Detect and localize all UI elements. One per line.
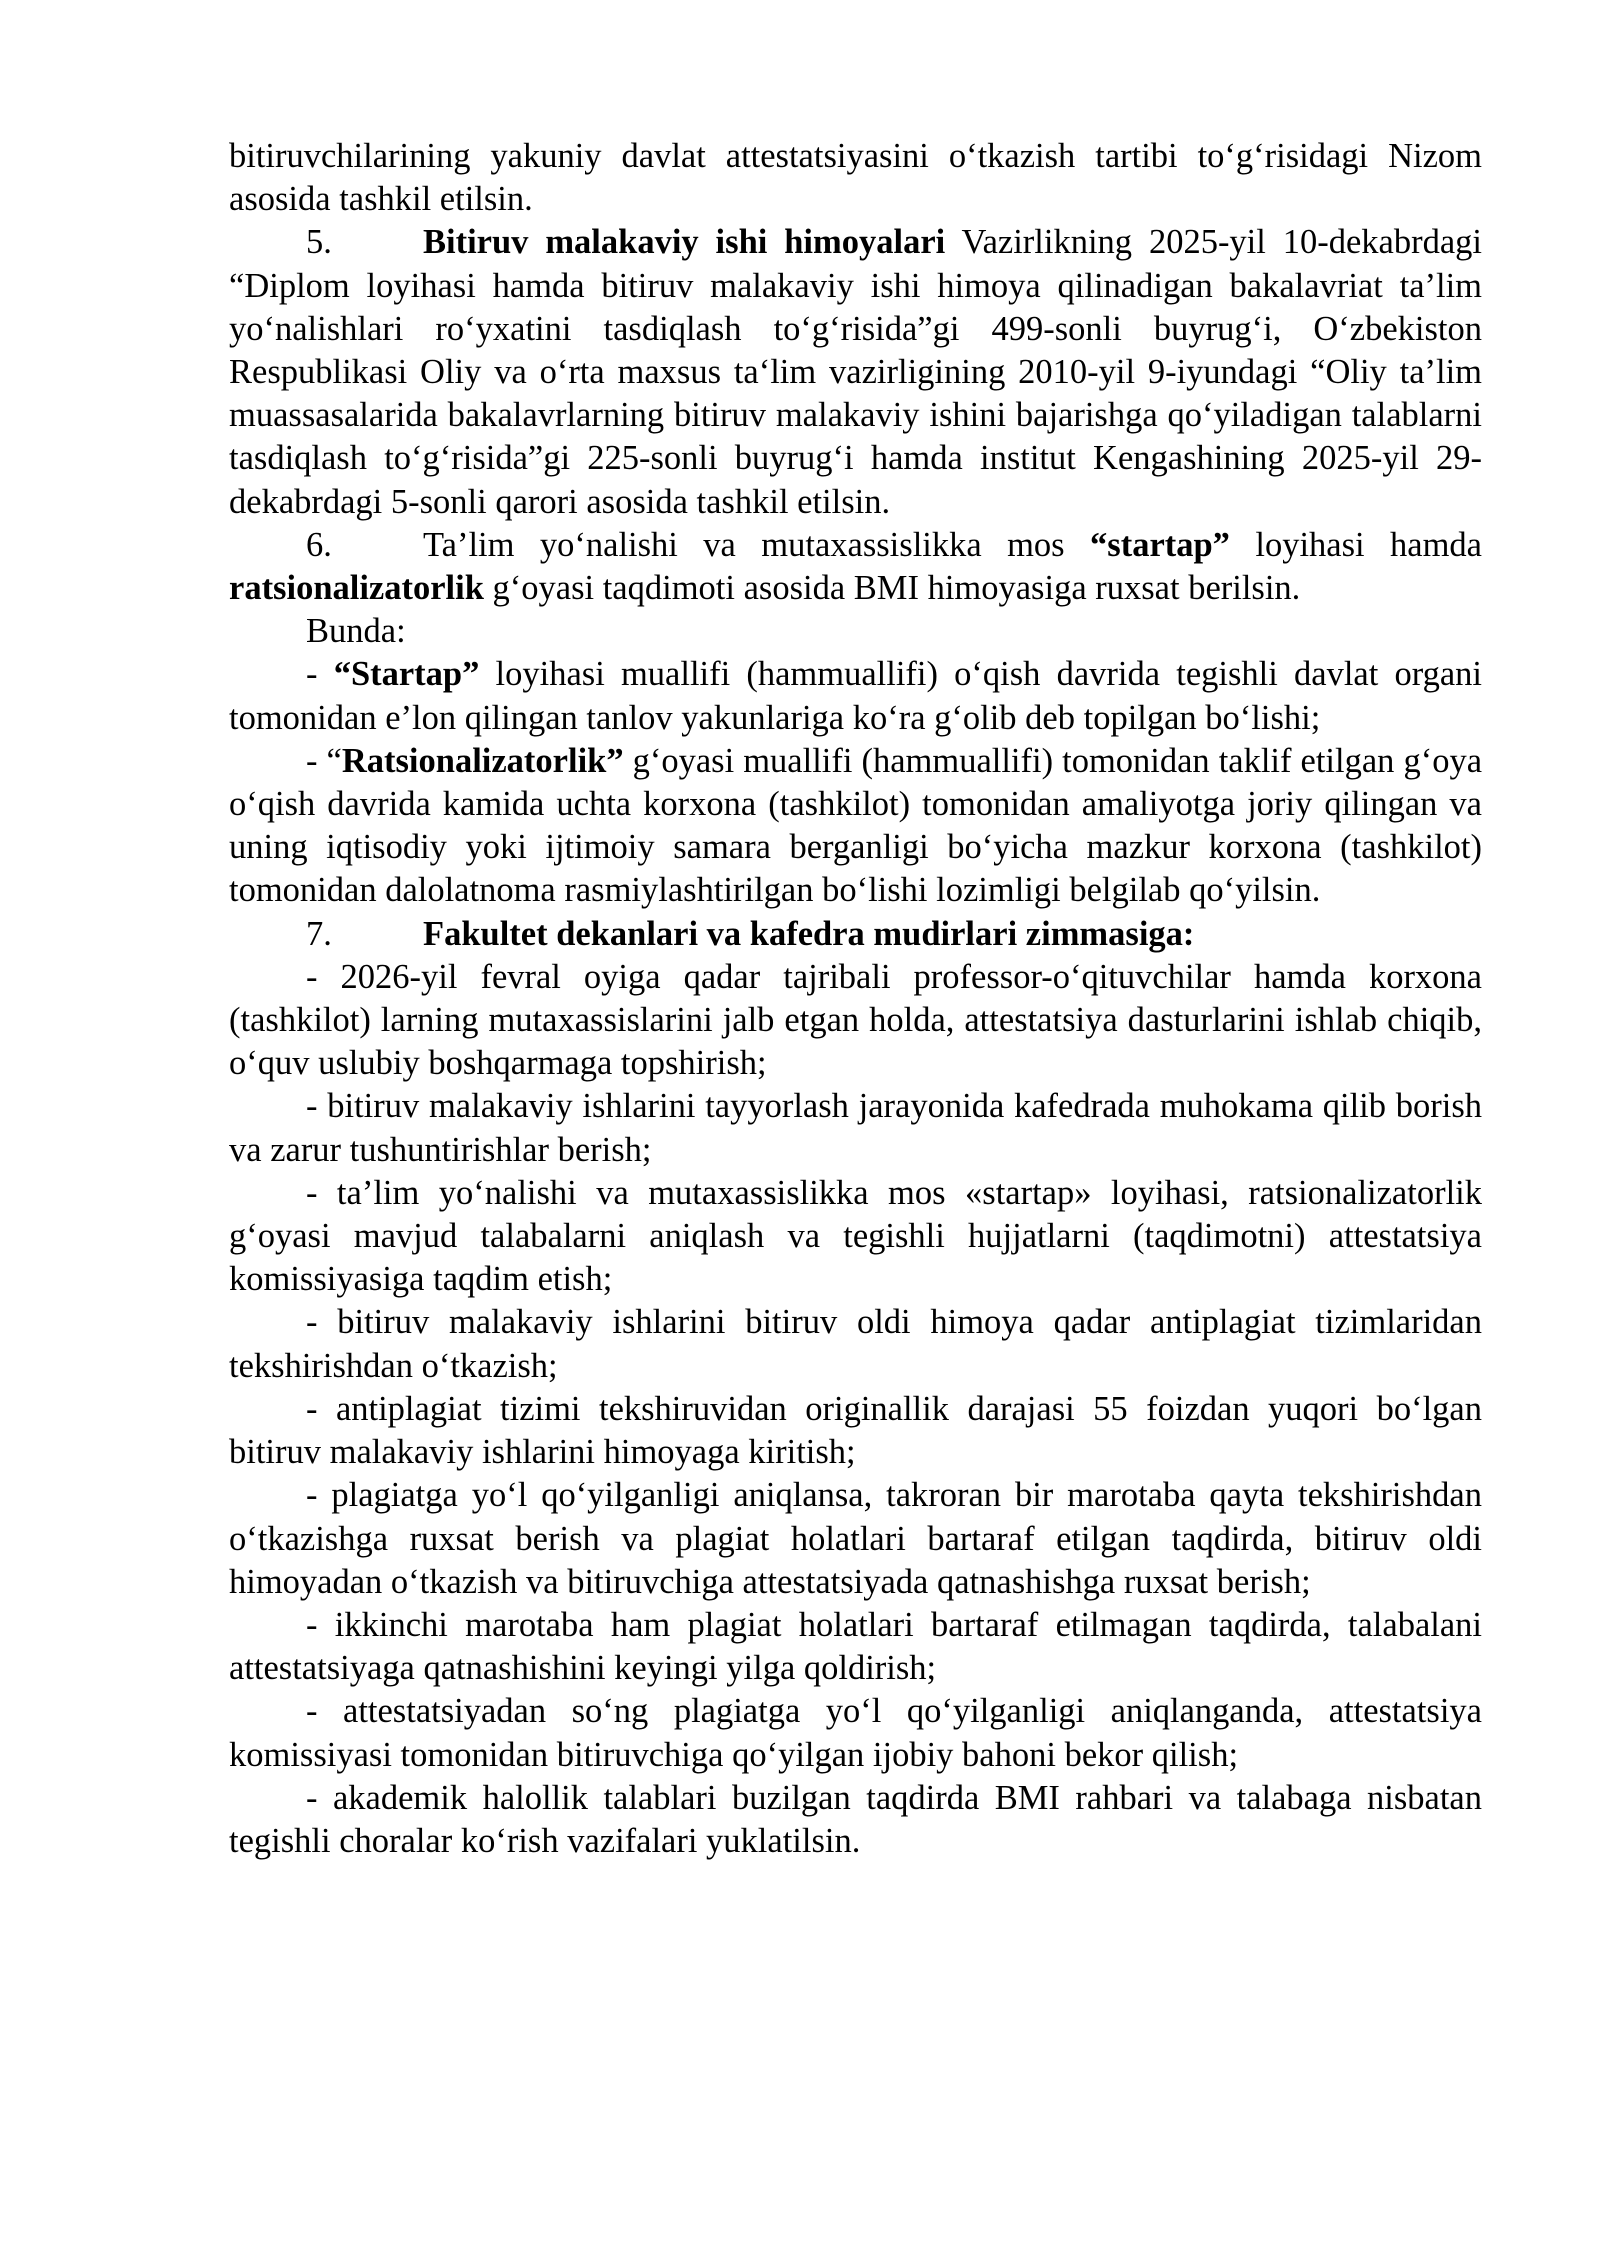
paragraph-6-bold-startap: “startap” <box>1090 525 1230 564</box>
item-number-5: 5. <box>306 223 332 262</box>
item-number-6: 6. <box>306 525 332 564</box>
list-item: - plagiatga yo‘l qo‘yilganligi aniqlansa, takroran bir marotaba qayta tekshirishdan o‘tkazishga ruxsat berish va plagiat holatlari bartaraf etilgan taqdirda, bitiruv oldi himoyadan o‘tkazish va bitiruvchiga attestatsiyada qatnashishga ruxsat berish; <box>229 1476 1482 1601</box>
list-item: - 2026-yil fevral oyiga qadar tajribali professor-o‘qituvchilar hamda korxona (tashkilot) larning mutaxassislarini jalb etgan holda, attestatsiya dasturlarini ishlab chiqib, o‘quv uslubiy boshqarmaga topshirish; <box>229 957 1482 1083</box>
bullet-startap <box>229 653 1482 739</box>
paragraph-7-heading: Fakultet dekanlari va kafedra mudirlari zimmasiga: <box>423 914 1195 953</box>
bullet-ratsionalizatorlik-text: g‘oyasi muallifi (hammuallifi) tomonidan taklif etilgan g‘oya o‘qish davrida kamida uchta korxona (tashkilot) tomonidan amaliyotga joriy qilingan va uning iqtisodiy yoki ijtimoiy samara berganligi bo‘yicha mazkur korxona (tashkilot) tomonidan dalolatnoma rasmiylashtirilgan bo‘lishi lozimligi belgilab qo‘yilsin. <box>229 741 1483 910</box>
paragraph-6-text-1: Ta’lim yo‘nalishi va mutaxassislikka mos <box>423 525 1091 564</box>
document-page <box>229 135 1482 1863</box>
list-item: - antiplagiat tizimi tekshiruvidan originallik darajasi 55 foizdan yuqori bo‘lgan bitiruv malakaviy ishlarini himoyaga kiritish; <box>229 1389 1482 1472</box>
bullet-ratsionalizatorlik <box>229 740 1482 913</box>
paragraph-6-text-2: loyihasi hamda <box>1229 525 1482 564</box>
bunda-label: Bunda: <box>306 612 406 651</box>
paragraph-5-text: Vazirlikning 2025-yil 10-dekabrdagi “Diplom loyihasi hamda bitiruv malakaviy ishi himoya qilinadigan bakalavriat ta’lim yo‘nalishlari ro‘yxatini tasdiqlash to‘g‘risida”gi 499-sonli buyrug‘i, O‘zbekiston Respublikasi Oliy va o‘rta maxsus ta‘lim vazirligining 2010-yil 9-iyundagi “Oliy ta’lim muassasalarida bakalavrlarning bitiruv malakaviy ishini bajarishga qo‘yiladigan talablarni tasdiqlash to‘g‘risida”gi 225-sonli buyrug‘i hamda institut Kengashining 2025-yil 29-dekabrdagi 5-sonli qarori asosida tashkil etilsin. <box>229 223 1482 521</box>
bullet-startap-bold: “Startap” <box>333 655 480 694</box>
list-item: - bitiruv malakaviy ishlarini tayyorlash jarayonida kafedrada muhokama qilib borish va zarur tushuntirishlar berish; <box>229 1087 1482 1169</box>
bullet-startap-text: loyihasi muallifi (hammuallifi) o‘qish davrida tegishli davlat organi tomonidan e’lon qilingan tanlov yakunlariga ko‘ra g‘olib deb topilgan bo‘lishi; <box>229 655 1482 737</box>
paragraph-6-text-3: g‘oyasi taqdimoti asosida BMI himoyasiga ruxsat berilsin. <box>483 569 1301 608</box>
list-item: - bitiruv malakaviy ishlarini bitiruv oldi himoya qadar antiplagiat tizimlaridan tekshirishdan o‘tkazish; <box>229 1303 1482 1385</box>
paragraph-continuation: bitiruvchilarining yakuniy davlat attestatsiyasini o‘tkazish tartibi to‘g‘risidagi Nizom asosida tashkil etilsin. <box>229 137 1482 219</box>
list-item: - attestatsiyadan so‘ng plagiatga yo‘l qo‘yilganligi aniqlanganda, attestatsiya komissiyasi tomonidan bitiruvchiga qo‘yilgan ijobiy bahoni bekor qilish; <box>229 1692 1482 1774</box>
paragraph-5-heading: Bitiruv malakaviy ishi himoyalari <box>423 223 946 262</box>
list-item: - ta’lim yo‘nalishi va mutaxassislikka mos «startap» loyihasi, ratsionalizatorlik g‘oyasi mavjud talabalarni aniqlash va tegishli hujjatlarni (taqdimotni) attestatsiya komissiyasiga taqdim etish; <box>229 1173 1482 1299</box>
item-number-7: 7. <box>306 914 332 953</box>
bullet-ratsionalizatorlik-bold: Ratsionalizatorlik” <box>341 741 624 780</box>
bullet-dash: - <box>306 655 334 694</box>
paragraph-5 <box>229 221 1482 523</box>
list-item: - akademik halollik talablari buzilgan taqdirda BMI rahbari va talabaga nisbatan tegishli choralar ko‘rish vazifalari yuklatilsin. <box>229 1778 1482 1860</box>
paragraph-6 <box>229 524 1482 610</box>
paragraph-7 <box>229 913 1482 956</box>
paragraph-6-bold-ratsionalizatorlik: ratsionalizatorlik <box>229 569 484 608</box>
bullet-dash-quote: - “ <box>306 741 342 780</box>
list-item: - ikkinchi marotaba ham plagiat holatlari bartaraf etilmagan taqdirda, talabalani attestatsiyaga qatnashishini keyingi yilga qoldirish; <box>229 1605 1482 1688</box>
